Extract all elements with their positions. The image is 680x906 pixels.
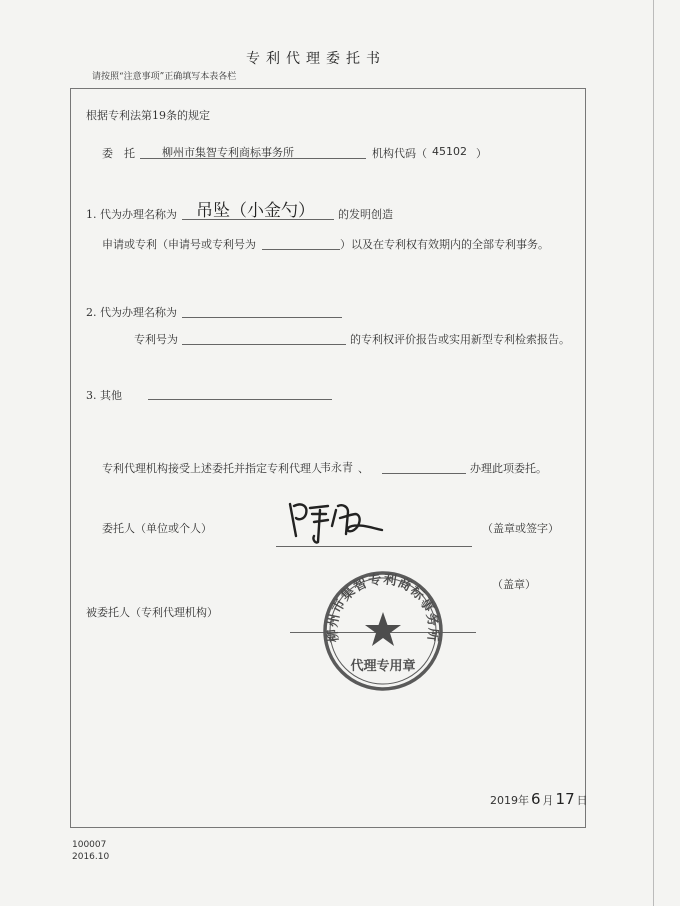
item1-invention-name: 吊坠（小金勺）	[196, 201, 315, 221]
principal-signature	[282, 496, 392, 548]
principal-label: 委托人（单位或个人）	[102, 522, 212, 535]
seal-org-name: 柳州市集智专利商标事务所	[325, 572, 441, 643]
date-year-suffix: 年	[518, 794, 529, 807]
item2-suffix: 的专利权评价报告或实用新型专利检索报告。	[350, 333, 570, 346]
seal-star-icon	[365, 612, 401, 646]
item2-name-line	[182, 317, 342, 318]
agency-name: 柳州市集智专利商标事务所	[162, 146, 294, 159]
item2-patent-no-line	[182, 344, 346, 345]
item1-application-prefix: 申请或专利（申请号或专利号为	[102, 238, 256, 251]
sign-note: （盖章或签字）	[482, 522, 559, 535]
scan-edge	[653, 0, 654, 906]
agency-official-seal	[320, 568, 446, 694]
seal-center-text: 代理专用章	[350, 659, 416, 674]
date-month-suffix: 月	[542, 794, 554, 807]
designated-agent-name: 韦永青	[320, 461, 353, 474]
item1-application-suffix: ）以及在专利权有效期内的全部专利事务。	[340, 238, 549, 251]
fill-instruction: 请按照“注意事项”正确填写本表各栏	[92, 72, 237, 82]
date-year: 2019	[490, 794, 518, 807]
form-frame	[70, 88, 586, 828]
item2-label: 2. 代为办理名称为	[86, 306, 177, 319]
acceptance-prefix: 专利代理机构接受上述委托并指定专利代理人	[102, 462, 322, 475]
seal-note: （盖章）	[492, 578, 536, 591]
item2-patent-no-label: 专利号为	[134, 333, 178, 346]
signing-date	[490, 790, 588, 808]
document-title: 专利代理委托书	[246, 51, 386, 67]
second-agent-line	[382, 473, 466, 474]
form-version: 2016.10	[72, 852, 110, 862]
acceptance-suffix: 办理此项委托。	[470, 462, 547, 475]
date-day: 17	[555, 790, 575, 808]
agency-code: 45102	[432, 145, 467, 158]
item3-label: 3. 其他	[86, 389, 122, 402]
acceptance-separator: 、	[358, 462, 369, 475]
entrust-label: 委 托	[102, 147, 135, 160]
agency-code-label: 机构代码（	[372, 147, 427, 160]
item1-suffix: 的发明创造	[338, 208, 393, 221]
date-month: 6	[531, 790, 541, 808]
item1-label: 1. 代为办理名称为	[86, 208, 177, 221]
item3-line	[148, 399, 332, 400]
law-basis: 根据专利法第19条的规定	[86, 109, 210, 122]
date-day-suffix: 日	[576, 794, 588, 807]
item1-application-number-line	[262, 249, 340, 250]
form-code: 100007	[72, 840, 107, 850]
trustee-label: 被委托人（专利代理机构）	[86, 606, 218, 619]
agency-code-close: ）	[476, 147, 487, 160]
